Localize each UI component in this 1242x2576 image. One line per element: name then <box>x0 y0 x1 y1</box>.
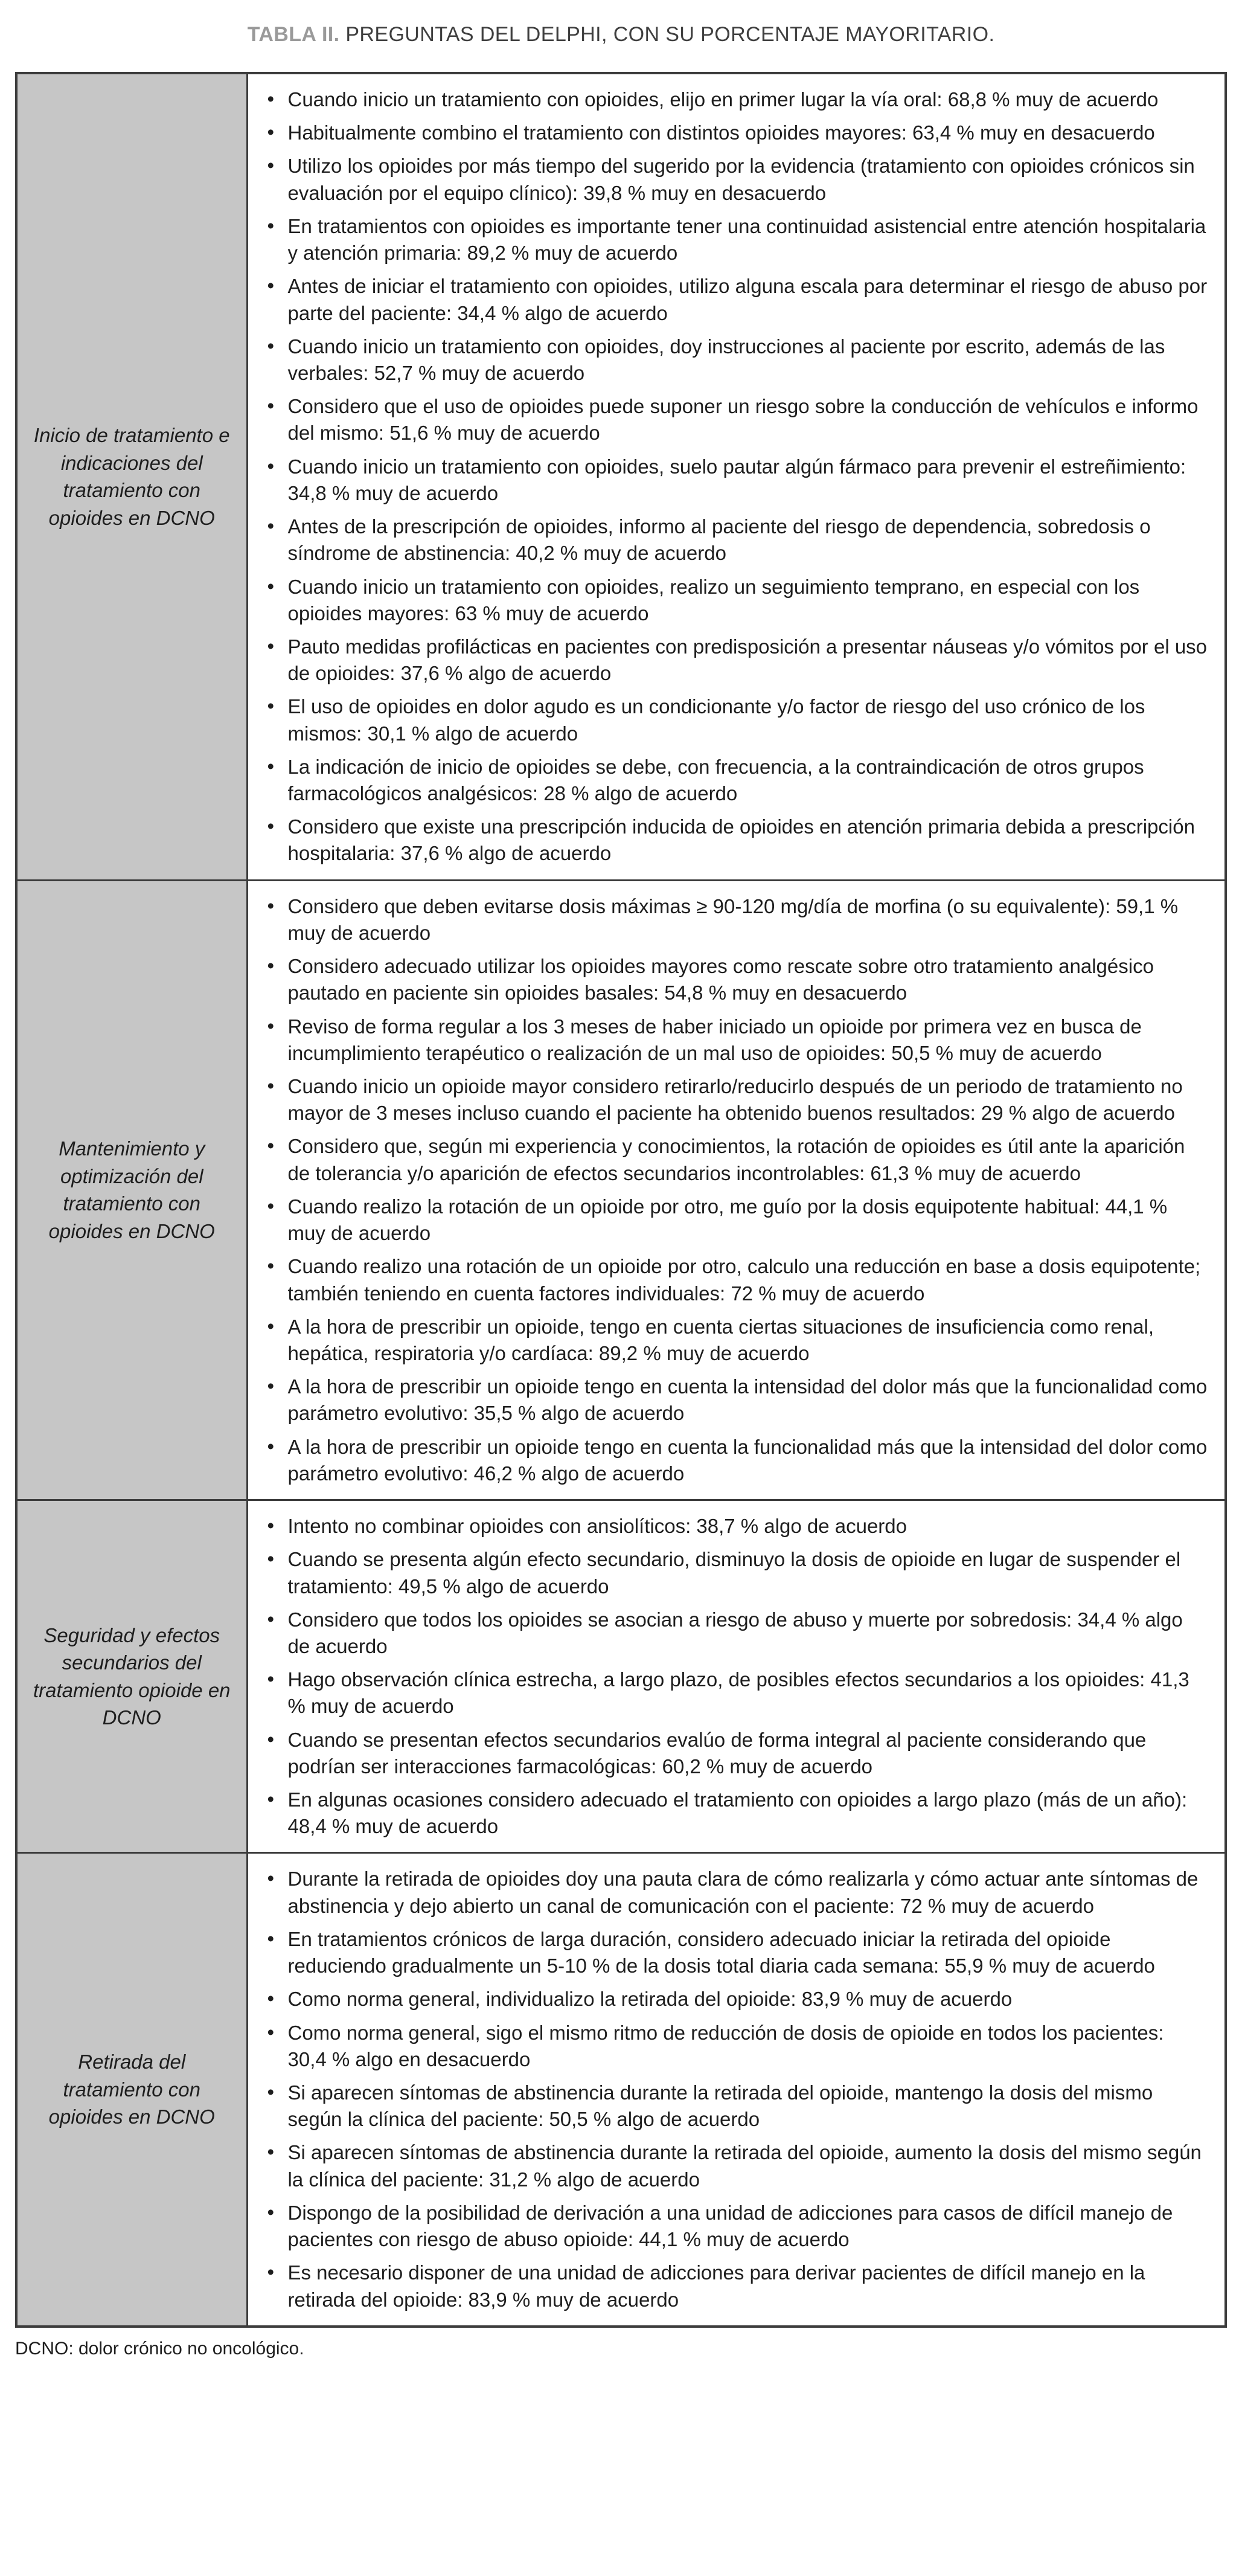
question-item <box>261 1434 1208 1487</box>
question-text: El uso de opioides en dolor agudo es un condicionante y/o factor de riesgo del uso crónico de los mismos: 30,1 % algo de acuerdo <box>287 695 1145 745</box>
question-text: Considero que el uso de opioides puede suponer un riesgo sobre la conducción de vehículos e informo del mismo: 51,6 % muy de acuerdo <box>287 395 1199 445</box>
question-item <box>261 1666 1208 1720</box>
question-text: Cuando inicio un tratamiento con opioides, realizo un seguimiento temprano, en especial con los opioides mayores: 63 % muy de acuerdo <box>287 575 1140 625</box>
question-item <box>261 1513 1208 1540</box>
question-text: Cuando inicio un tratamiento con opioides, elijo en primer lugar la vía oral: 68,8 % muy de acuerdo <box>287 88 1159 111</box>
question-item <box>261 1607 1208 1660</box>
question-item <box>261 2200 1208 2253</box>
question-list <box>261 1513 1208 1840</box>
question-list <box>261 893 1208 1487</box>
table-section-row <box>16 1500 1226 1853</box>
question-item <box>261 454 1208 507</box>
question-text: Cuando inicio un tratamiento con opioides, suelo pautar algún fármaco para prevenir el estreñimiento: 34,8 % muy de acuerdo <box>287 455 1186 504</box>
category-cell <box>16 1853 247 2327</box>
question-item <box>261 86 1208 113</box>
delphi-table <box>15 72 1227 2328</box>
question-item <box>261 1787 1208 1840</box>
question-item <box>261 814 1208 867</box>
question-text: Considero que, según mi experiencia y conocimientos, la rotación de opioides es útil ante la aparición de tolerancia y/o aparición de efectos secundarios incontrolables: 61,3 % muy de acuerdo <box>287 1135 1185 1184</box>
question-text: Cuando realizo una rotación de un opioide por otro, calculo una reducción en base a dosis equipotente; también teniendo en cuenta factores individuales: 72 % muy de acuerdo <box>287 1255 1201 1305</box>
category-cell <box>16 880 247 1500</box>
table-section-row <box>16 1853 1226 2327</box>
question-text: A la hora de prescribir un opioide, tengo en cuenta ciertas situaciones de insuficiencia como renal, hepática, respiratoria y/o cardíaca: 89,2 % muy de acuerdo <box>287 1315 1154 1364</box>
question-text: Reviso de forma regular a los 3 meses de haber iniciado un opioide por primera vez en busca de incumplimiento terapéutico o realización de un mal uso de opioides: 50,5 % muy de acuerdo <box>287 1015 1142 1064</box>
question-item <box>261 333 1208 387</box>
question-text: Dispongo de la posibilidad de derivación a una unidad de adicciones para casos de difícil manejo de pacientes con riesgo de abuso opioide: 44,1 % muy de acuerdo <box>287 2201 1173 2251</box>
footnote: DCNO: dolor crónico no oncológico. <box>15 2338 304 2359</box>
question-item <box>261 1986 1208 2012</box>
items-cell <box>247 880 1226 1500</box>
question-text: Considero que deben evitarse dosis máximas ≥ 90-120 mg/día de morfina (o su equivalente): 59,1 % muy de acuerdo <box>287 895 1179 944</box>
items-cell <box>247 73 1226 880</box>
question-text: Hago observación clínica estrecha, a largo plazo, de posibles efectos secundarios a los opioides: 41,3 % muy de acuerdo <box>287 1668 1189 1718</box>
question-item <box>261 1866 1208 1919</box>
table-title-text: PREGUNTAS DEL DELPHI, CON SU PORCENTAJE MAYORITARIO. <box>339 23 995 46</box>
question-item <box>261 2260 1208 2313</box>
question-item <box>261 574 1208 627</box>
question-item <box>261 1073 1208 1126</box>
question-text: Si aparecen síntomas de abstinencia durante la retirada del opioide, aumento la dosis del mismo según la clínica del paciente: 31,2 % algo de acuerdo <box>287 2141 1202 2191</box>
question-text: Durante la retirada de opioides doy una pauta clara de cómo realizarla y cómo actuar ante síntomas de abstinencia y dejo abierto un canal de comunicación con el paciente: 72 % muy de acuerdo <box>287 1868 1199 1917</box>
question-text: Considero que todos los opioides se asocian a riesgo de abuso y muerte por sobredosis: 34,4 % algo de acuerdo <box>287 1608 1183 1657</box>
category-cell-label: Seguridad y efectos secundarios del tratamiento opioide en DCNO <box>33 1624 231 1729</box>
question-text: Cuando se presenta algún efecto secundario, disminuyo la dosis de opioide en lugar de suspender el tratamiento: 49,5 % algo de acuerdo <box>287 1548 1181 1598</box>
table-section-row <box>16 880 1226 1500</box>
items-cell <box>247 1500 1226 1853</box>
question-item <box>261 2020 1208 2073</box>
question-item <box>261 273 1208 326</box>
question-list <box>261 1866 1208 2313</box>
category-cell-label: Inicio de tratamiento e indicaciones del tratamiento con opioides en DCNO <box>33 424 230 529</box>
question-text: Antes de iniciar el tratamiento con opioides, utilizo alguna escala para determinar el riesgo de abuso por parte del paciente: 34,4 % algo de acuerdo <box>287 275 1208 324</box>
question-item <box>261 693 1208 747</box>
question-item <box>261 1133 1208 1186</box>
question-text: A la hora de prescribir un opioide tengo en cuenta la intensidad del dolor más que la funcionalidad como parámetro evolutivo: 35,5 % algo de acuerdo <box>287 1375 1208 1425</box>
question-item <box>261 1926 1208 1979</box>
question-text: Como norma general, individualizo la retirada del opioide: 83,9 % muy de acuerdo <box>287 1988 1013 2011</box>
items-cell <box>247 1853 1226 2327</box>
question-text: En tratamientos crónicos de larga duración, considero adecuado iniciar la retirada del opioide reduciendo gradualmente un 5-10 % de la dosis total diaria cada semana: 55,9 % muy de acuerdo <box>287 1927 1155 1977</box>
question-item <box>261 634 1208 687</box>
question-item <box>261 1546 1208 1599</box>
table-title <box>15 23 1227 47</box>
question-item <box>261 893 1208 946</box>
question-item <box>261 1373 1208 1427</box>
question-item <box>261 393 1208 446</box>
category-cell-label: Mantenimiento y optimización del tratamiento con opioides en DCNO <box>48 1137 215 1242</box>
question-item <box>261 213 1208 266</box>
question-text: Pauto medidas profilácticas en pacientes con predisposición a presentar náuseas y/o vómitos por el uso de opioides: 37,6 % algo de acuerdo <box>287 635 1208 685</box>
delphi-table-body <box>16 73 1226 2327</box>
question-text: La indicación de inicio de opioides se debe, con frecuencia, a la contraindicación de otros grupos farmacológicos analgésicos: 28 % algo de acuerdo <box>287 755 1144 805</box>
question-text: Cuando realizo la rotación de un opioide por otro, me guío por la dosis equipotente habitual: 44,1 % muy de acuerdo <box>287 1195 1168 1245</box>
question-text: Considero que existe una prescripción inducida de opioides en atención primaria debida a prescripción hospitalaria: 37,6 % algo de acuerdo <box>287 815 1195 865</box>
question-item <box>261 2139 1208 2192</box>
question-item <box>261 1013 1208 1067</box>
question-text: Considero adecuado utilizar los opioides mayores como rescate sobre otro tratamiento analgésico pautado en paciente sin opioides basales: 54,8 % muy en desacuerdo <box>287 955 1154 1004</box>
question-text: En algunas ocasiones considero adecuado el tratamiento con opioides a largo plazo (más de un año): 48,4 % muy de acuerdo <box>287 1788 1188 1838</box>
question-text: Cuando inicio un tratamiento con opioides, doy instrucciones al paciente por escrito, además de las verbales: 52,7 % muy de acuerdo <box>287 335 1165 384</box>
question-item <box>261 754 1208 807</box>
question-text: Cuando se presentan efectos secundarios evalúo de forma integral al paciente considerando que podrían ser interacciones farmacológicas: 60,2 % muy de acuerdo <box>287 1728 1147 1778</box>
question-item <box>261 1727 1208 1780</box>
question-item <box>261 953 1208 1006</box>
question-item <box>261 1314 1208 1367</box>
category-cell <box>16 1500 247 1853</box>
question-text: Intento no combinar opioides con ansiolíticos: 38,7 % algo de acuerdo <box>287 1515 907 1538</box>
table-section-row <box>16 73 1226 880</box>
question-text: En tratamientos con opioides es importante tener una continuidad asistencial entre atención hospitalaria y atención primaria: 89,2 % muy de acuerdo <box>287 214 1206 265</box>
question-text: A la hora de prescribir un opioide tengo en cuenta la funcionalidad más que la intensidad del dolor como parámetro evolutivo: 46,2 % algo de acuerdo <box>287 1435 1208 1485</box>
question-text: Habitualmente combino el tratamiento con distintos opioides mayores: 63,4 % muy en desacuerdo <box>287 121 1155 144</box>
question-text: Antes de la prescripción de opioides, informo al paciente del riesgo de dependencia, sobredosis o síndrome de abstinencia: 40,2 % muy de acuerdo <box>287 515 1151 565</box>
question-item <box>261 153 1208 206</box>
question-list <box>261 86 1208 867</box>
question-text: Cuando inicio un opioide mayor considero retirarlo/reducirlo después de un periodo de tratamiento no mayor de 3 meses incluso cuando el paciente ha obtenido buenos resultados: 29 % algo de acuerdo <box>287 1075 1183 1125</box>
table-title-prefix: TABLA II. <box>247 23 340 46</box>
question-item <box>261 513 1208 567</box>
question-text: Utilizo los opioides por más tiempo del sugerido por la evidencia (tratamiento con opioides crónicos sin evaluación por el equipo clínico): 39,8 % muy en desacuerdo <box>287 155 1195 204</box>
category-cell-label: Retirada del tratamiento con opioides en DCNO <box>48 2051 215 2128</box>
category-cell <box>16 73 247 880</box>
question-text: Si aparecen síntomas de abstinencia durante la retirada del opioide, mantengo la dosis del mismo según la clínica del paciente: 50,5 % algo de acuerdo <box>287 2081 1153 2131</box>
question-text: Como norma general, sigo el mismo ritmo de reducción de dosis de opioide en todos los pacientes: 30,4 % algo en desacuerdo <box>287 2021 1164 2070</box>
question-item <box>261 1253 1208 1306</box>
question-item <box>261 1193 1208 1247</box>
question-item <box>261 120 1208 146</box>
question-item <box>261 2080 1208 2133</box>
question-text: Es necesario disponer de una unidad de adicciones para derivar pacientes de difícil manejo en la retirada del opioide: 83,9 % muy de acuerdo <box>287 2261 1145 2311</box>
